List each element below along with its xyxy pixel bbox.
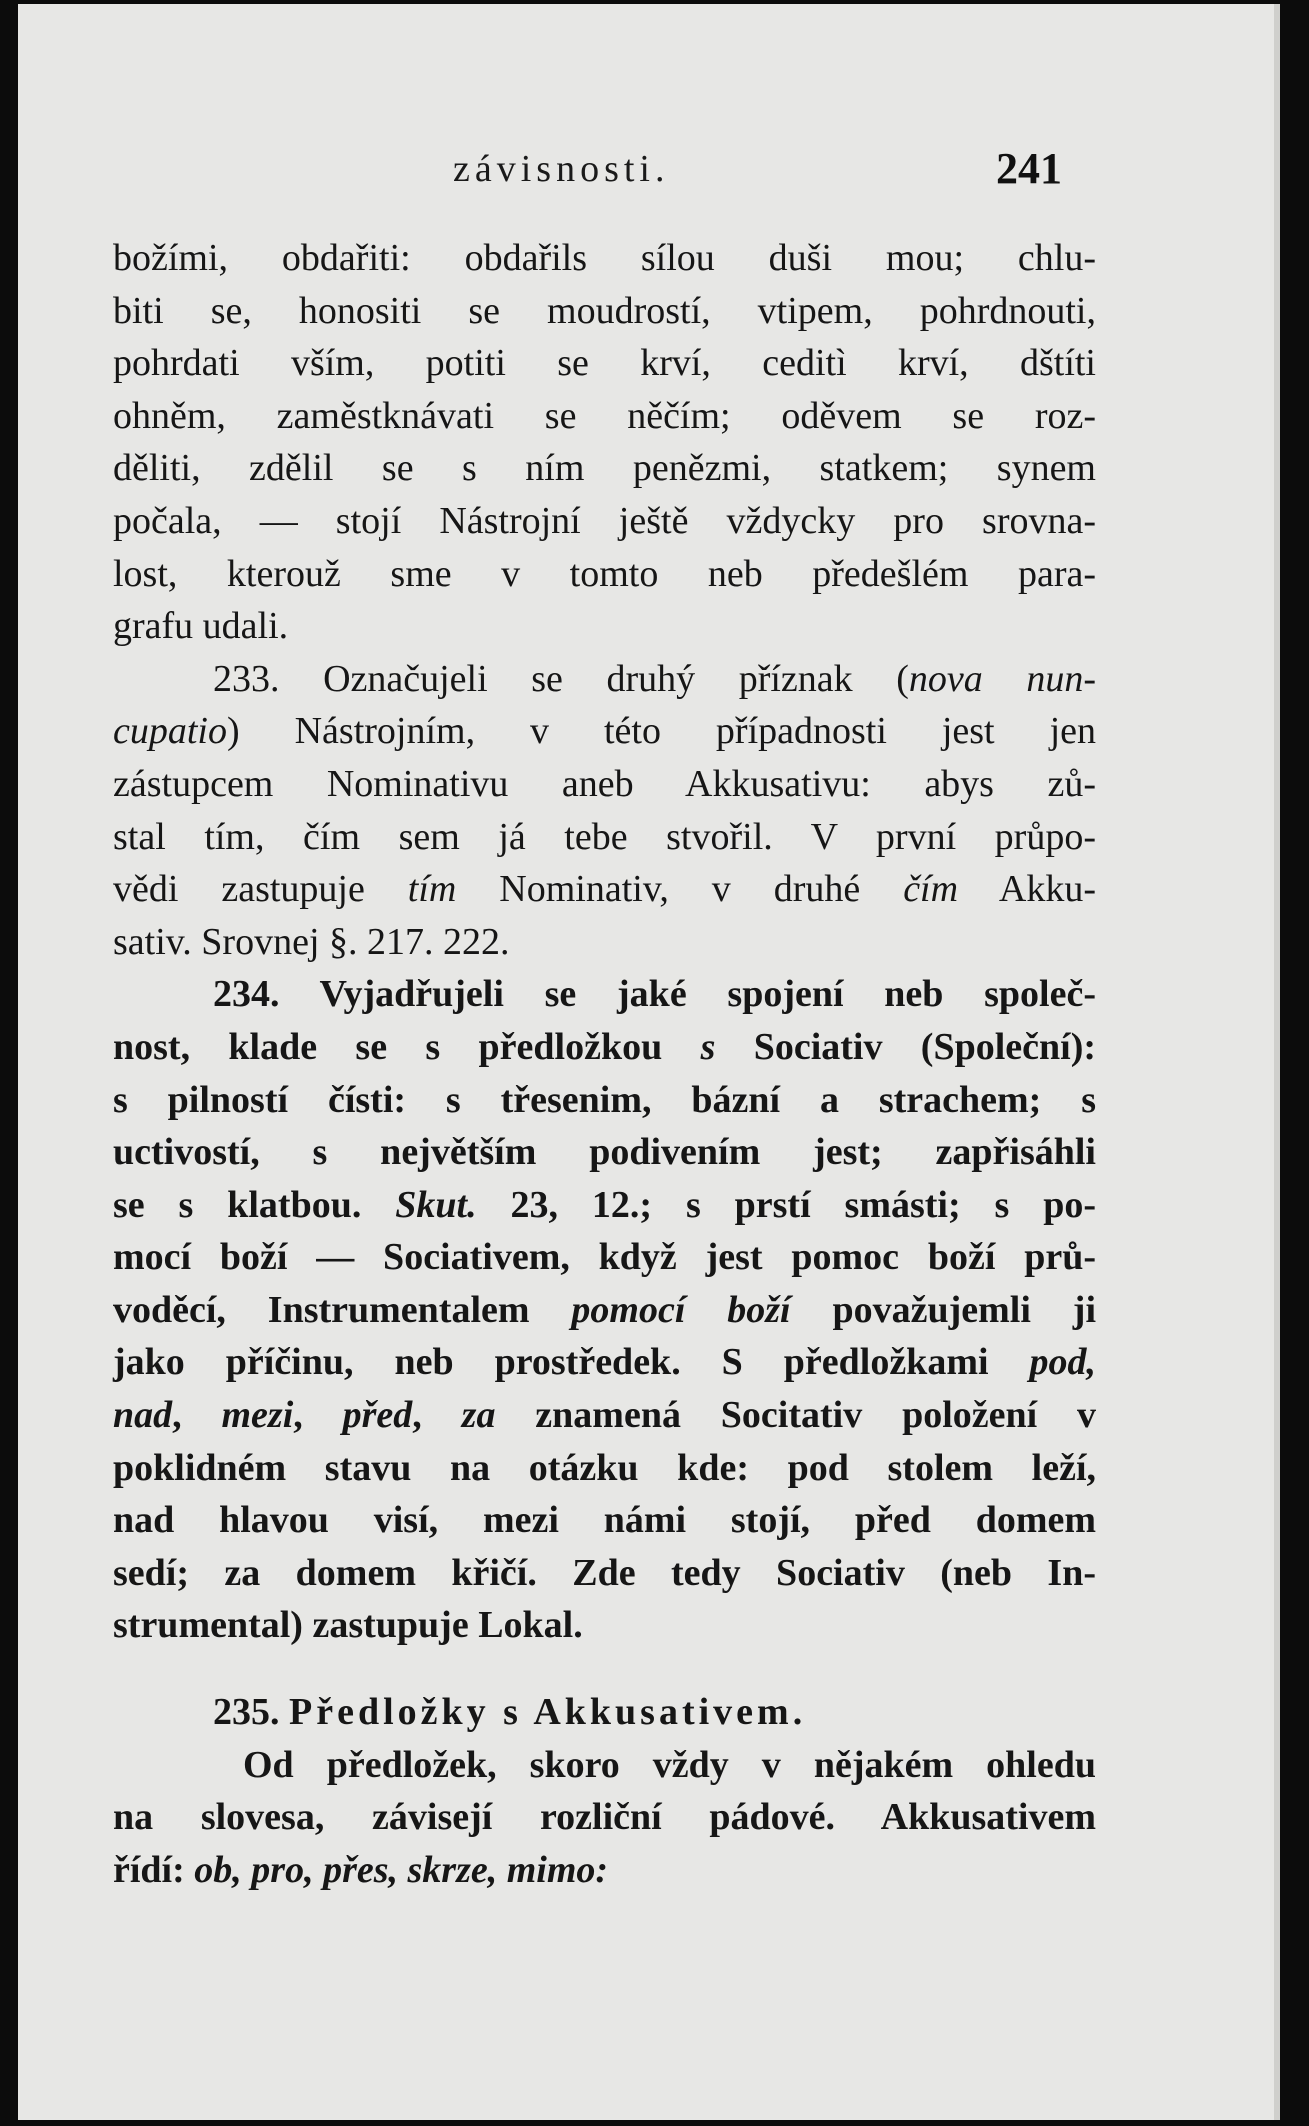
italic-term: čím <box>903 868 959 911</box>
text-line: sedí; za domem křičí. Zde tedy Sociativ (neb In- <box>113 1551 1096 1594</box>
text-line <box>113 653 1096 706</box>
text-line: grafu udali. <box>113 605 289 648</box>
italic-term: Skut. <box>395 1183 477 1226</box>
text-line: zástupcem Nominativu aneb Akkusativu: abys zů- <box>113 762 1096 805</box>
text-line: poklidném stavu na otázku kde: pod stolem leží, <box>113 1446 1096 1489</box>
text-run: 23, 12.; s prstí smásti; s po- <box>476 1183 1096 1226</box>
text-run: jako příčinu, neb prostředek. S předložkami <box>113 1341 1030 1384</box>
text-run: řídí: <box>113 1848 195 1891</box>
text-line <box>113 705 1096 758</box>
text-line: ohněm, zaměstknávati se něčím; oděvem se roz- <box>113 394 1096 437</box>
text-line: 234. Vyjadřujeli se jaké spojení neb společ- <box>213 973 1096 1016</box>
text-line: Od předložek, skoro vždy v nějakém ohledu <box>243 1743 1096 1786</box>
text-run: voděcí, Instrumentalem <box>113 1288 572 1331</box>
section-number: 235. <box>213 1691 289 1734</box>
page-edge <box>1274 4 1280 2120</box>
italic-term: pomocí boží <box>571 1288 791 1331</box>
paragraph-233 <box>113 653 1096 969</box>
text-line: stal tím, čím sem já tebe stvořil. V první průpo- <box>113 815 1096 858</box>
italic-term: za <box>461 1394 496 1437</box>
book-page <box>18 4 1280 2120</box>
text-line <box>113 1284 1096 1337</box>
text-line <box>113 1389 1096 1442</box>
paragraph-234 <box>113 968 1096 1652</box>
text-run: , <box>293 1394 343 1437</box>
italic-term: ob, pro, přes, skrze, mimo: <box>194 1848 609 1891</box>
text-run: považujemli ji <box>790 1288 1096 1331</box>
text-line: strumental) zastupuje Lokal. <box>113 1604 583 1647</box>
text-run: 233. Označujeli se druhý příznak ( <box>213 657 909 700</box>
text-run: se s klatbou. <box>113 1183 396 1226</box>
page-header <box>18 144 1280 207</box>
text-line <box>113 1336 1096 1389</box>
text-run: , <box>172 1394 222 1437</box>
text-line: na slovesa, závisejí rozliční pádové. Akkusativem <box>113 1796 1096 1839</box>
italic-term: nad <box>113 1394 173 1437</box>
text-line: lost, kterouž sme v tomto neb předešlém para- <box>113 552 1096 595</box>
text-run: Nominativ, v druhé <box>456 868 904 911</box>
italic-term: před <box>342 1394 413 1437</box>
italic-term: s <box>700 1025 716 1068</box>
text-line <box>113 1021 1096 1074</box>
text-line <box>113 863 1096 916</box>
text-line: sativ. Srovnej §. 217. 222. <box>113 920 510 963</box>
text-line: biti se, honositi se moudrostí, vtipem, pohrdnouti, <box>113 289 1096 332</box>
text-line: děliti, zdělil se s ním penězmi, statkem; synem <box>113 447 1096 490</box>
page-number: 241 <box>996 144 1062 193</box>
text-run: Sociativ (Společní): <box>715 1025 1097 1068</box>
text-run: nost, klade se s předložkou <box>113 1025 701 1068</box>
italic-term: tím <box>407 868 457 911</box>
italic-term: pod, <box>1029 1341 1096 1384</box>
text-line <box>113 1844 1096 1897</box>
italic-term: mezi <box>221 1394 294 1437</box>
text-line: uctivostí, s největším podivením jest; zapřisáhli <box>113 1131 1096 1174</box>
italic-term: cupatio <box>113 710 227 753</box>
text-line: s pilností čísti: s třesenim, bázní a strachem; s <box>113 1078 1096 1121</box>
running-head: závisnosti. <box>453 148 670 190</box>
text-line: božími, obdařiti: obdařils sílou duši mou; chlu- <box>113 237 1096 279</box>
text-line: počala, — stojí Nástrojní ještě vždycky pro srovna- <box>113 499 1096 542</box>
paragraph-continuation <box>113 232 1096 653</box>
text-line <box>113 1179 1096 1232</box>
text-run: vědi zastupuje <box>113 868 408 911</box>
text-run: znamená Socitativ položení v <box>495 1394 1097 1437</box>
section-heading <box>113 1686 1096 1739</box>
section-235 <box>113 1686 1096 1896</box>
text-run: , <box>412 1394 462 1437</box>
text-line: pohrdati vším, potiti se krví, ceditì krví, dštíti <box>113 342 1096 385</box>
italic-term: nova nun- <box>908 657 1096 700</box>
page-text <box>113 232 1096 1896</box>
text-run: Akku- <box>958 868 1096 911</box>
text-line: nad hlavou visí, mezi námi stojí, před domem <box>113 1499 1096 1542</box>
text-line: mocí boží — Sociativem, když jest pomoc boží prů- <box>113 1236 1096 1279</box>
section-title: Předložky s Akkusativem. <box>289 1691 807 1734</box>
text-run: ) Nástrojním, v této případnosti jest jen <box>226 710 1096 753</box>
